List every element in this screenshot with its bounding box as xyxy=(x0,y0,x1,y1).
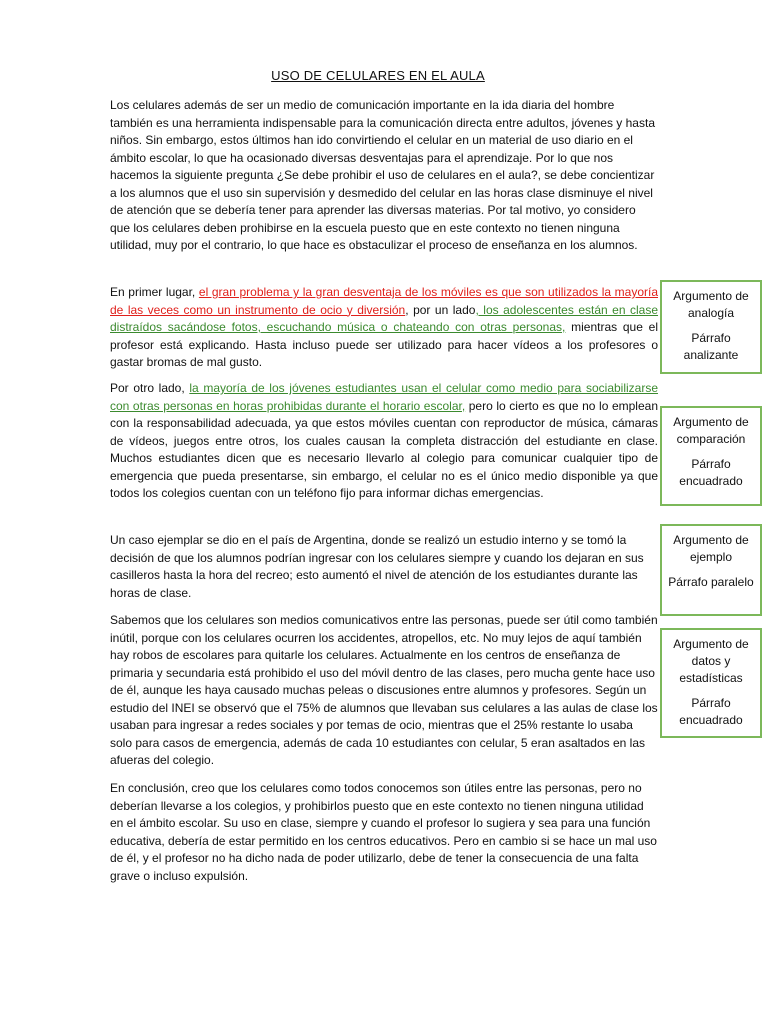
annotation-box-statistics xyxy=(660,628,762,738)
title-text: USO DE CELULARES EN EL AULA xyxy=(271,68,485,83)
p2-highlight-green: , los adolescentes están en clase distraídos sacándose fotos, escuchando música o chateando con otras personas, xyxy=(110,302,659,334)
paragraph-conclusion: En conclusión, creo que los celulares como todos conocemos son útiles entre las personas, pero no deberían llevarse a los colegios, y prohibirlos puesto que en este contexto no tienen ninguna utilidad en el ámbito escolar. Su uso en clase, siempre y cuando el profesor lo sugiera y sea para una función educativa, debería de estar permitido en los centros educativos. Pero en cambio si se hace un mal uso de él, y el profesor no ha dicho nada de poder utilizarlo, debe de tener la consecuencia de una falta grave o incluso expulsión. xyxy=(110,781,657,883)
paragraph-example: Un caso ejemplar se dio en el país de Argentina, donde se realizó un estudio interno y se tomó la decisión de que los alumnos podrían ingresar con los celulares siempre y cuando los dejaran en sus casilleros hasta la hora del recreo; esto aumentó el nivel de atención de los estudiantes durante las horas de clase. xyxy=(110,533,644,600)
annotation-label: Argumento de comparación xyxy=(673,415,749,446)
p2-highlight-red: el gran problema y la gran desventaja de los móviles es que son utilizados la mayoría de las veces como un instrumento de ocio y diversión xyxy=(110,285,658,317)
annotation-box-example xyxy=(660,524,762,616)
document-title xyxy=(0,68,768,83)
p2-text-a: En primer lugar, xyxy=(110,285,199,299)
p3-text-c: pero lo cierto es que no lo emplean con la responsabilidad adecuada, ya que estos móviles cuentan con reproductor de música, cámaras de vídeos, juegos entre otros, los cuales causan la completa distracción del estudiante en clase. Muchos estudiantes dicen que es necesario llevarlo al colegio para comunicar cualquier tipo de emergencia que pueda presentarse, sin embargo, el celular no es el único medio disponible ya que todos los colegios cuentan con un teléfono fijo para informar dichas emergencias. xyxy=(110,398,658,500)
p3-highlight-green: la mayoría de los jóvenes estudiantes usan el celular como medio para sociabilizarse con otras personas en horas prohibidas durante el horario escolar, xyxy=(110,381,659,413)
annotation-sub: Párrafo encuadrado xyxy=(679,696,743,727)
annotation-sub: Párrafo encuadrado xyxy=(679,457,743,488)
annotation-sub: Párrafo paralelo xyxy=(668,575,754,589)
annotation-sub: Párrafo analizante xyxy=(683,331,739,362)
paragraph-analogy xyxy=(110,284,658,372)
paragraph-intro: Los celulares además de ser un medio de comunicación importante en la ida diaria del hombre también es una herramienta indispensable para la comunicación directa entre adultos, jóvenes y hasta niños. Sin embargo, estos últimos han ido convirtiendo el celular en un material de uso diario en el ámbito escolar, lo que ha ocasionado diversas desventajas para el aprendizaje. Por lo que nos hacemos la siguiente pregunta ¿Se debe prohibir el uso de celulares en el aula?, se debe concientizar a los alumnos que el uso sin supervisión y desmedido del celular en las horas clase disminuye el nivel de atención que se debería tener para aprender las diversas materias. Por tal motivo, yo considero que los celulares deben prohibirse en la escuela puesto que en este contexto no tienen ninguna utilidad, muy por el contrario, lo que hace es obstaculizar el proceso de enseñanza en los alumnos. xyxy=(110,98,655,252)
paragraph-comparison xyxy=(110,380,658,503)
annotation-label: Argumento de ejemplo xyxy=(673,533,749,564)
annotation-box-comparison xyxy=(660,406,762,506)
p2-text-c: , por un lado xyxy=(405,302,476,317)
annotation-label: Argumento de datos y estadísticas xyxy=(673,637,749,685)
p3-text-a: Por otro lado, xyxy=(110,381,190,395)
annotation-box-analogy xyxy=(660,280,762,374)
paragraph-statistics: Sabemos que los celulares son medios comunicativos entre las personas, puede ser útil como también inútil, porque con los celulares ocurren los accidentes, atropellos, etc. No muy lejos de aquí también hay robos de escolares para quitarle los celulares. Actualmente en los centros de enseñanza de primaria y secundaria está prohibido el uso del móvil dentro de las clases, pero mucha gente hace uso de él, aunque les haya causado muchas peleas o discusiones entre alumnos y profesores. Según un estudio del INEI se observó que el 75% de alumnos que llevaban sus celulares a las aulas de clase los usaban para ingresar a redes sociales y por temas de ocio, mientras que el 25% restante lo usaba solo para casos de emergencia, además de cada 10 estudiantes con celular, 5 eran asaltados en las afueras del colegio. xyxy=(110,613,658,767)
p2-text-e: mientras que el profesor está explicando. Hasta incluso puede ser utilizado para hacer vídeos a los profesores o gastar bromas de mal gusto. xyxy=(110,320,658,369)
annotation-label: Argumento de analogía xyxy=(673,289,749,320)
